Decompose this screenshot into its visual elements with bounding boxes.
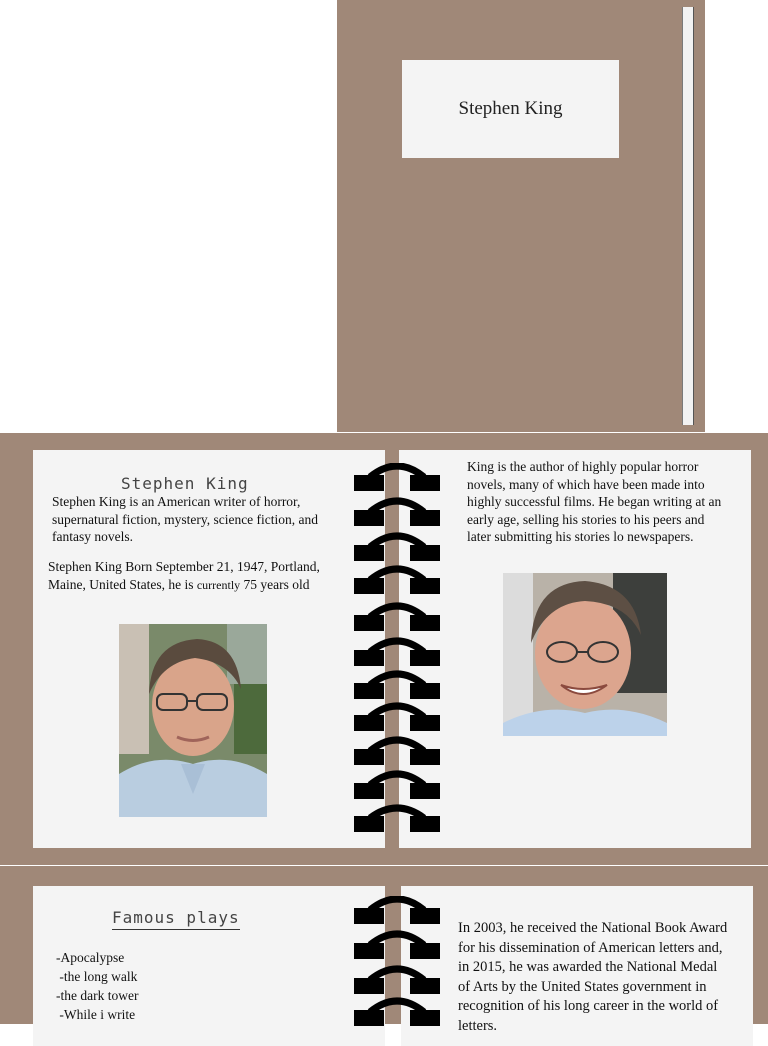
list-item: -Apocalypse — [56, 950, 125, 965]
awards-paragraph: In 2003, he received the National Book Award for his dissemination of American letters and, in 2015, he was awarded the National Medal of Arts by the United States government in recognition of his long career in the world of letters. — [458, 920, 728, 1034]
portrait-photo — [119, 624, 267, 817]
spread-1 — [0, 433, 768, 865]
born-text: Stephen King Born September 21, 1947, Portland, Maine, United States, he is currently 75 years old — [48, 559, 320, 592]
list-item: -While i write — [56, 1007, 136, 1022]
page-heading: Stephen King — [121, 474, 249, 493]
career-paragraph: King is the author of highly popular horror novels, many of which have been made into highly successful films. He began writing at an early age, selling his stories to his peers and later submitting his stories lo newspapers. — [467, 459, 722, 544]
list-item: -the long walk — [56, 969, 138, 984]
spiral-binding — [352, 463, 442, 833]
binding-rings — [352, 463, 442, 833]
spiral-binding-2 — [352, 896, 442, 1026]
smiling-photo — [503, 573, 667, 736]
intro-text: Stephen King is an American writer of horror, supernatural fiction, mystery, science fiction, and fantasy novels. — [52, 494, 319, 544]
book-cover — [337, 0, 705, 432]
left-page-1 — [33, 450, 385, 848]
famous-plays-heading: Famous plays — [112, 908, 240, 930]
cover-title-label — [402, 60, 619, 158]
list-item: -the dark tower — [56, 988, 139, 1003]
cover-spine — [682, 7, 693, 425]
right-page-1 — [399, 450, 751, 848]
right-page-2 — [401, 886, 753, 1046]
binding-rings — [352, 896, 442, 1026]
left-page-2 — [33, 886, 385, 1046]
cover-title: Stephen King — [458, 98, 563, 119]
spread-2 — [0, 866, 768, 1034]
plays-list — [56, 948, 256, 1024]
